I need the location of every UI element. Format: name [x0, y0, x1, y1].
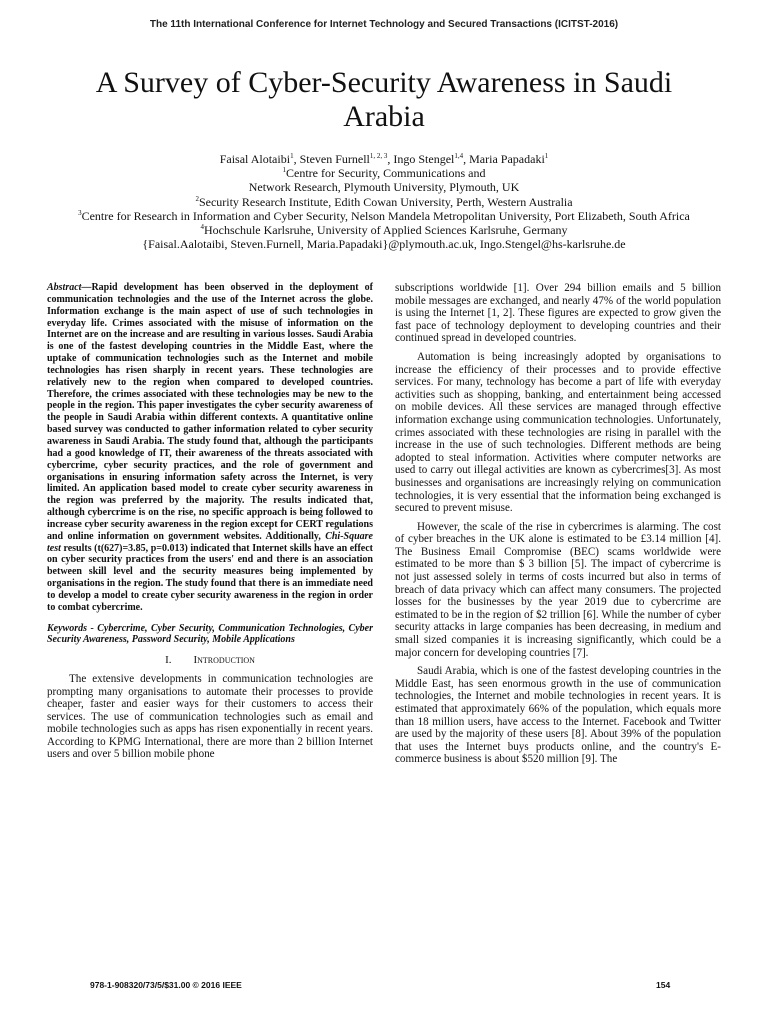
affiliation-4 — [30, 223, 738, 237]
section-title: Introduction — [193, 654, 255, 667]
footer-isbn: 978-1-908320/73/5/$31.00 © 2016 IEEE — [90, 980, 242, 990]
abstract-text-cont: results (t(627)=3.85, p=0.013) indicated that Internet skills have an effect on cyber security practices from the users' end and there is an association between skill level and the security measures being implemented by organisations in the region. The study found that there is an immediate need to develop a model to create cyber security awareness in the region in order to combat cybercrime. — [47, 542, 373, 613]
affiliation-1-cont: Network Research, Plymouth University, Plymouth, UK — [248, 180, 520, 195]
affiliation-text: Hochschule Karlsruhe, University of Applied Sciences Karlsruhe, Germany — [203, 223, 568, 238]
right-column — [395, 282, 721, 772]
author-name: Faisal Alotaibi — [219, 152, 291, 166]
author-emails: {Faisal.Aalotaibi, Steven.Furnell, Maria.Papadaki}@plymouth.ac.uk, Ingo.Stengel@hs-karlsruhe.de — [142, 237, 626, 252]
abstract-text: Rapid development has been observed in the deployment of communication technologies and the use of the Internet across the globe. Information exchange is the main aspect of use of such technologies in everyday life. Crimes associated with the misuse of information on the Internet are on the increase and are resulting in various losses. Saudi Arabia is one of the fastest developing countries in the Middle East, where the uptake of communication technologies such as the Internet and mobile technologies has risen sharply in recent years. These technologies are relatively new to the region when compared to developed countries. Therefore, the crimes associated with these technologies may be new to the people in the region. This paper investigates the cyber security awareness of the people in Saudi Arabia within different contexts. A quantitative online based survey was conducted to gather information related to cyber security awareness in Saudi Arabia. The study found that, although the participants had a good knowledge of IT, their awareness of the threats associated with cybercrime, cyber security practices, and the role of government and organisations in ensuring information safety across the Internet, is very limited. An application based model to create cyber security awareness in the region was preferred by the majority. The results indicated that, although cybercrime is on the rise, no specific approach is being followed to increase cyber security awareness in the region except for CERT regulations and online information on government websites. Additionally, — [47, 282, 373, 542]
abstract-italic: Chi-Square test — [47, 530, 373, 554]
paper-title: A Survey of Cyber-Security Awareness in Saudi Arabia — [95, 66, 673, 133]
conference-header: The 11th International Conference for Internet Technology and Secured Transactions (ICITST-2016) — [149, 19, 619, 30]
left-column — [47, 282, 373, 761]
affiliation-text: Centre for Research in Information and Cyber Security, Nelson Mandela Metropolitan University, Port Elizabeth, South Africa — [81, 208, 690, 223]
body-paragraph: The extensive developments in communication technologies are prompting many organisations to automate their processes to provide cheaper, faster and easier ways for their customers to access their services. The use of communication technologies such as email and mobile technologies such as apps has risen exponentially in recent years. According to KPMG International, there are more than 2 billion Internet users and over 5 billion mobile phone — [47, 672, 373, 761]
affiliation-2 — [30, 195, 738, 209]
author-name: , Steven Furnell — [293, 152, 370, 166]
affiliation-sup: 2 — [195, 194, 199, 203]
author-sup: 1 — [290, 152, 294, 160]
author-sup: 1 — [544, 152, 549, 160]
body-paragraph: subscriptions worldwide [1]. Over 294 billion emails and 5 billion mobile messages are exchanged, and nearly 47% of the world population is using the Internet [1, 2]. These figures are expected to grow given the fast pace of technology deployment to developing countries and their continued spread in developed countries. — [395, 282, 721, 345]
affiliation-1 — [30, 166, 738, 180]
affiliation-text: Centre for Security, Communications and — [285, 166, 486, 181]
affiliation-sup: 3 — [78, 208, 82, 217]
author-names — [30, 152, 738, 166]
abstract-label: Abstract— — [47, 282, 92, 293]
page-number: 154 — [656, 980, 671, 990]
body-paragraph: Saudi Arabia, which is one of the fastest developing countries in the Middle East, has seen enormous growth in the use of communication technologies, the Internet and mobile technologies in recent years. It is estimated that approximately 66% of the population, which equals more than 18 million users, have access to the Internet. Facebook and Twitter are used by the majority of these users [8]. About 39% of the population that uses the Internet buys products online, and the country's E-commerce business is about $520 million [9]. The — [395, 665, 721, 766]
author-sup: 1, 2, 3 — [369, 152, 388, 160]
author-sup: 1,4 — [454, 152, 464, 160]
body-paragraph: Automation is being increasingly adopted by organisations to increase the efficiency of their processes and to provide effective services. For many, technology has become a part of life with everyday activities such as shopping, banking, and entertainment being accessed on mobile devices. All these services are managed through effective information exchange using communication technologies. Unfortunately, crimes associated with these technologies are rising in parallel with the increase in the use of such technologies. Different methods are being adopted to steal information. Activities where computer networks are used to carry out illegal activities are known as cybercrimes[3]. As most businesses and organisations are increasingly relying on communication technologies, it is very essential that the information being exchanged is secured to prevent misuse. — [395, 350, 721, 515]
affiliation-text: Security Research Institute, Edith Cowan University, Perth, Western Australia — [198, 194, 573, 209]
section-number: I. — [165, 654, 172, 667]
keywords: Keywords - Cybercrime, Cyber Security, Communication Technologies, Cyber Security Awareness, Password Security, Mobile Applications — [47, 622, 373, 646]
author-block — [30, 152, 738, 251]
section-heading — [47, 654, 373, 667]
body-paragraph: However, the scale of the rise in cybercrimes is alarming. The cost of cyber breaches in the UK alone is estimated to be £3.14 million [4]. The Business Email Compromise (BEC) scams worldwide were estimated to be more than $ 3 billion [5]. The impact of cybercrime is not just assessed solely in terms of costs incurred but also in terms of breach of data privacy which can affect many consumers. The projected losses for the businesses by the year 2019 due to cybercrime are estimated to be in the region of $2 trillion [6]. While the number of cyber security attacks in large companies has been decreasing, in medium and small sized companies it is increasing significantly, which could be a major concern for developing countries [7]. — [395, 520, 721, 659]
affiliation-sup: 4 — [200, 223, 204, 232]
author-name: , Maria Papadaki — [463, 152, 545, 166]
abstract — [47, 282, 373, 614]
affiliation-sup: 1 — [282, 166, 286, 175]
affiliation-3 — [30, 209, 738, 223]
author-name: , Ingo Stengel — [387, 152, 455, 166]
